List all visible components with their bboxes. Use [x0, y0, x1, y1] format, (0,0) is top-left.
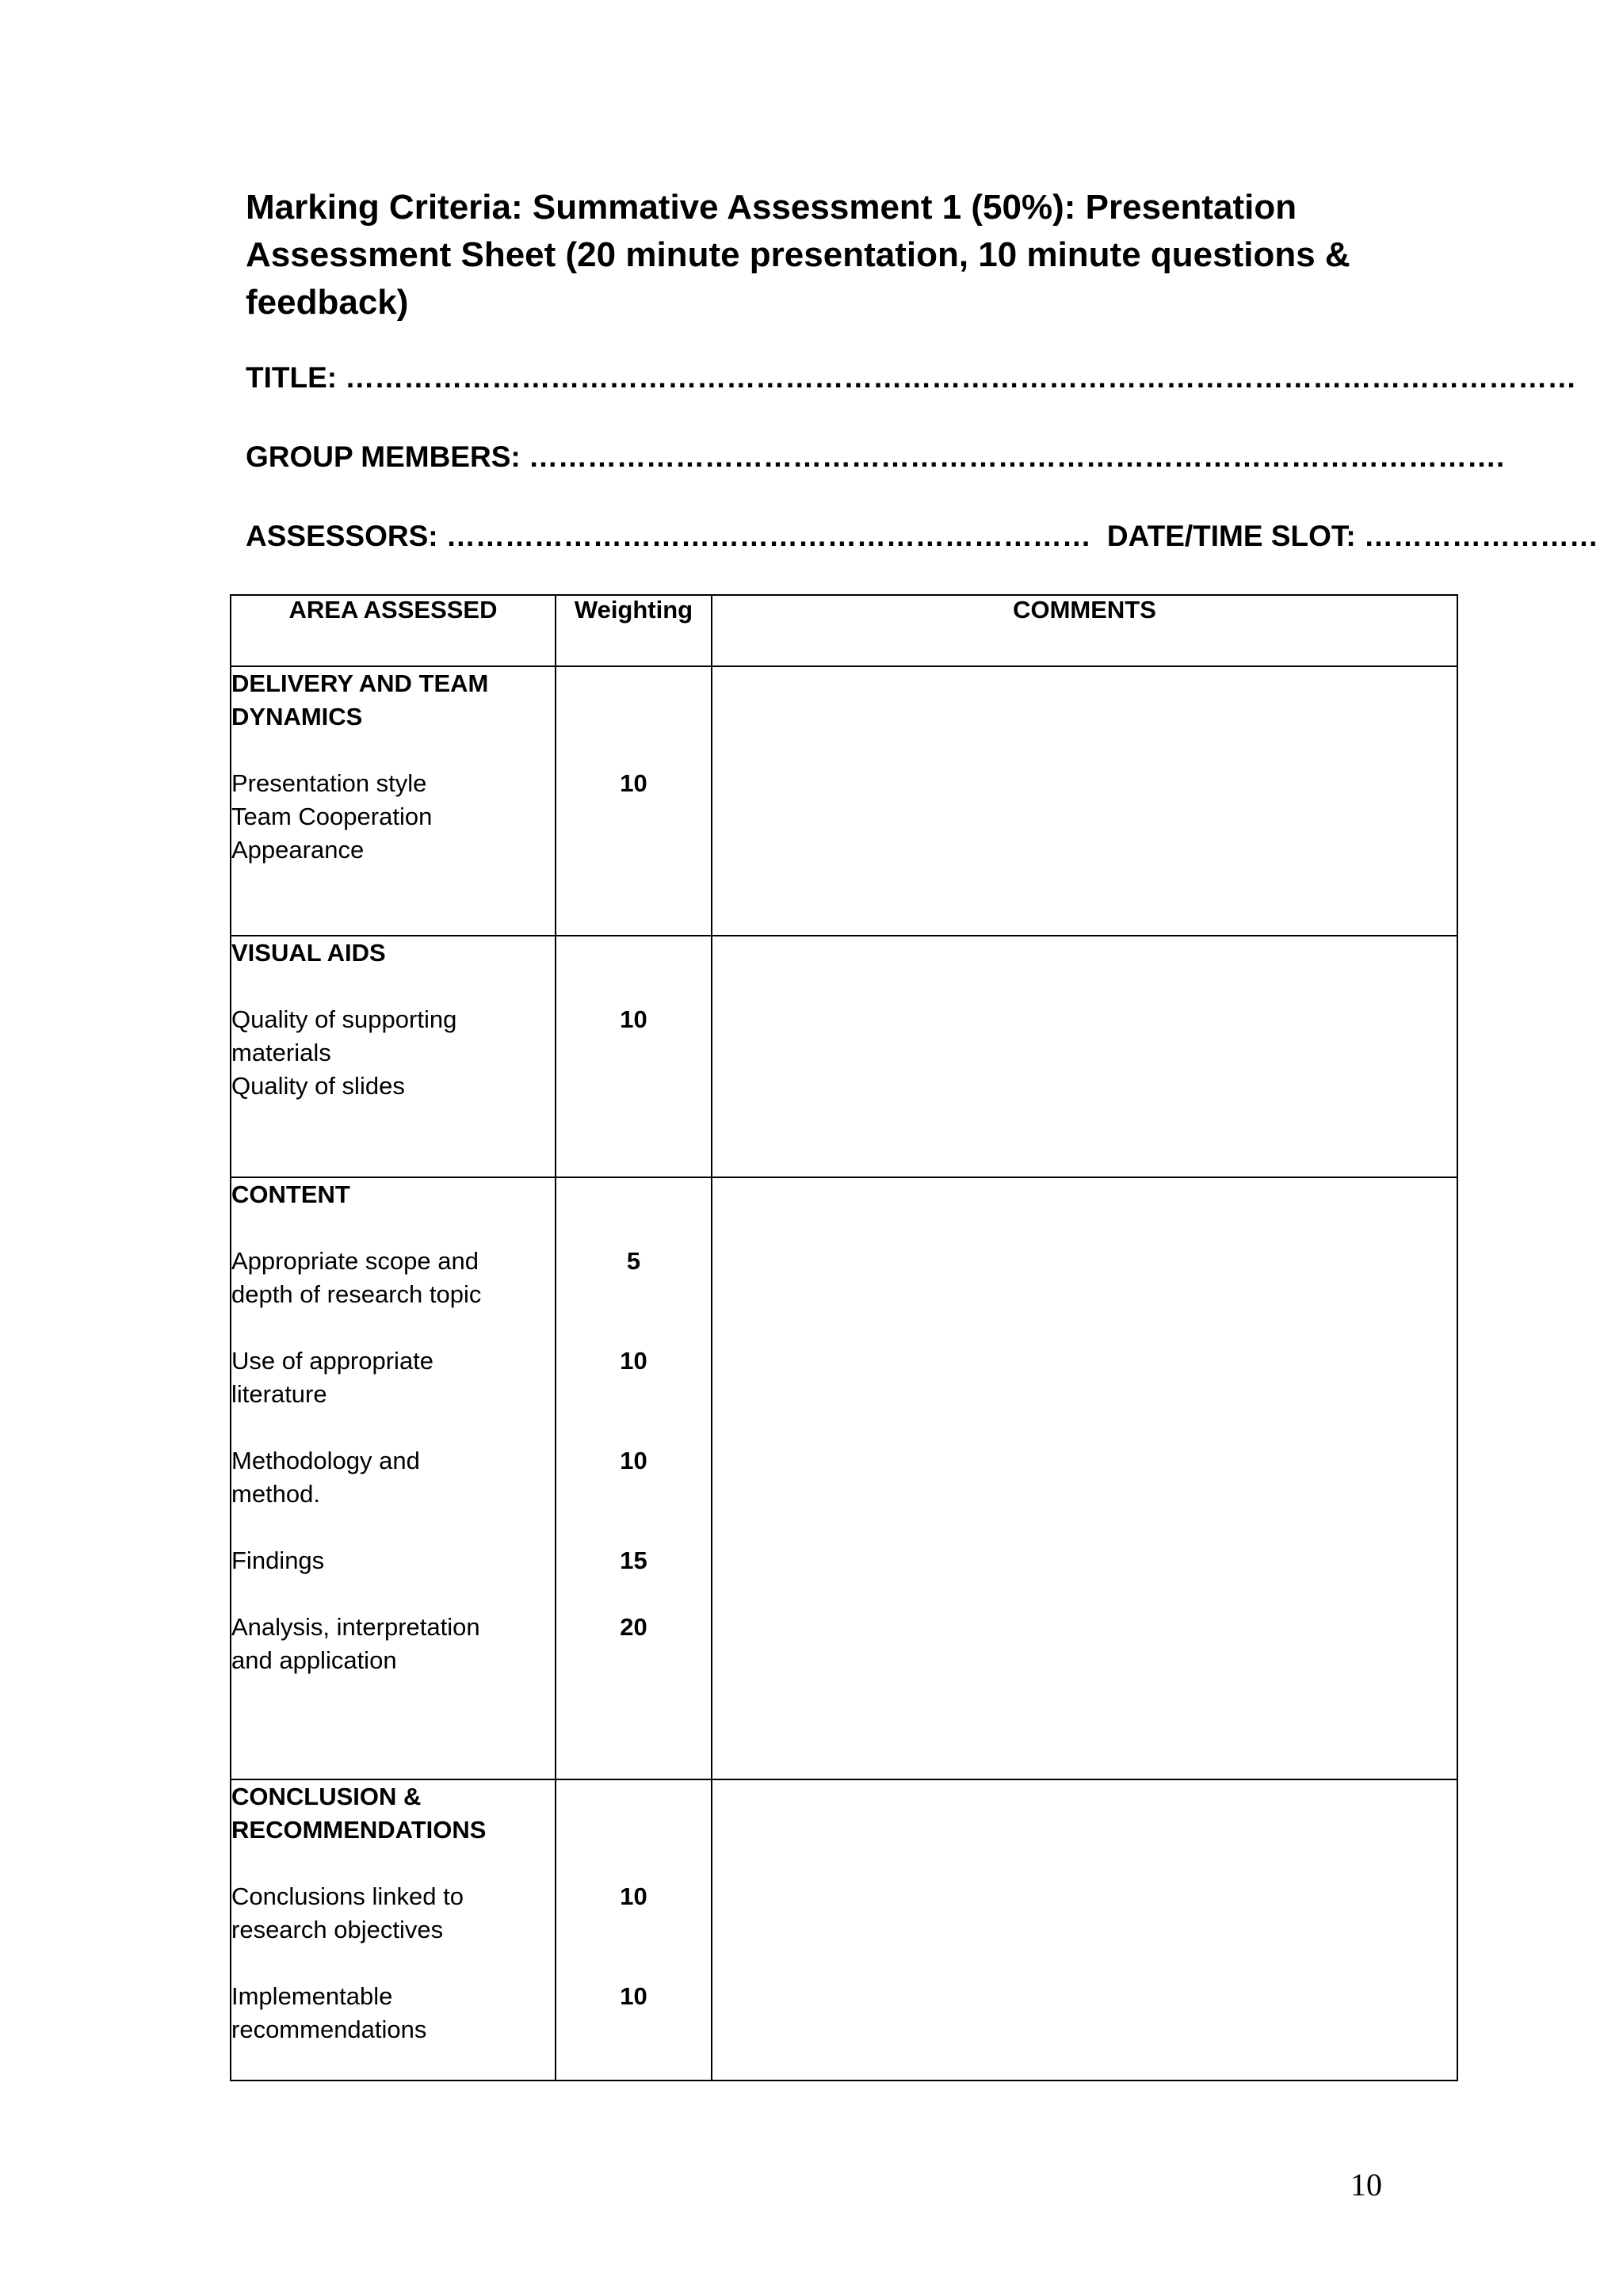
area-cell: [231, 1177, 556, 1779]
weighting-value: 10: [620, 1982, 647, 2010]
criterion-text: and application: [231, 1646, 397, 1674]
table-row-content: [231, 1177, 1457, 1779]
table-header-row: [231, 595, 1457, 666]
weighting-value: 10: [620, 1882, 647, 1910]
comments-cell-delivery[interactable]: [712, 666, 1457, 936]
weighting-value: 10: [620, 769, 647, 797]
header-area-assessed: AREA ASSESSED: [231, 595, 556, 666]
table-row-visual-aids: [231, 936, 1457, 1177]
section-title: CONTENT: [231, 1180, 350, 1208]
weighting-cell: [556, 1779, 712, 2081]
criterion-text: Presentation style: [231, 769, 427, 797]
date-time-slot-field[interactable]: DATE/TIME SLOT: ……………………: [1106, 520, 1598, 552]
section-title: DELIVERY AND TEAM: [231, 669, 489, 697]
comments-cell-conclusion[interactable]: [712, 1779, 1457, 2081]
section-title: DYNAMICS: [231, 703, 363, 730]
criterion-text: Use of appropriate: [231, 1347, 434, 1375]
weighting-value: 15: [620, 1547, 647, 1574]
comments-cell-visual-aids[interactable]: [712, 936, 1457, 1177]
criterion-text: Findings: [231, 1547, 325, 1574]
weighting-cell: [556, 936, 712, 1177]
area-cell: [231, 1779, 556, 2081]
criterion-text: Appearance: [231, 836, 365, 864]
criterion-text: Team Cooperation: [231, 803, 433, 830]
criterion-group: [231, 1344, 555, 1411]
criterion-text: method.: [231, 1480, 321, 1508]
criterion-text: Conclusions linked to: [231, 1882, 464, 1910]
criterion-text: Analysis, interpretation: [231, 1613, 480, 1641]
weighting-value: 10: [620, 1347, 647, 1375]
area-cell: [231, 936, 556, 1177]
weighting-cell: [556, 666, 712, 936]
page-number: 10: [1350, 2167, 1382, 2203]
criterion-group: [231, 1003, 555, 1103]
assessors-field-row: [246, 520, 1598, 553]
criterion-group: [231, 1611, 555, 1677]
section-title: RECOMMENDATIONS: [231, 1816, 487, 1844]
section-title: VISUAL AIDS: [231, 939, 386, 967]
criterion-group: [231, 1444, 555, 1511]
criterion-text: literature: [231, 1380, 327, 1408]
section-title: CONCLUSION &: [231, 1783, 422, 1810]
criterion-text: Quality of supporting: [231, 1005, 457, 1033]
criterion-text: Methodology and: [231, 1447, 420, 1474]
criterion-text: Implementable: [231, 1982, 393, 2010]
comments-cell-content[interactable]: [712, 1177, 1457, 1779]
header-comments: COMMENTS: [712, 595, 1457, 666]
criterion-group: [231, 1245, 555, 1311]
weighting-value: 10: [620, 1005, 647, 1033]
criterion-text: research objectives: [231, 1916, 444, 1943]
area-cell: [231, 666, 556, 936]
header-weighting: Weighting: [556, 595, 712, 666]
weighting-value: 10: [620, 1447, 647, 1474]
title-field[interactable]: TITLE: ………………………………………………………………………………………………………………: [246, 361, 1577, 394]
page-title: Marking Criteria: Summative Assessment 1 (50%): Presentation Assessment Sheet (20 minute presentation, 10 minute questions & feedback): [246, 188, 1350, 322]
criterion-text: recommendations: [231, 2016, 427, 2043]
criterion-group: [231, 767, 555, 867]
table-row-conclusion: [231, 1779, 1457, 2081]
marking-criteria-table: [230, 594, 1458, 2081]
criterion-group: [231, 1880, 555, 1947]
criterion-group: [231, 1980, 555, 2046]
weighting-value: 5: [626, 1247, 641, 1275]
criterion-text: Appropriate scope and: [231, 1247, 479, 1275]
criterion-text: depth of research topic: [231, 1280, 482, 1308]
weighting-value: 20: [620, 1613, 647, 1641]
criterion-group: [231, 1544, 555, 1577]
weighting-cell: [556, 1177, 712, 1779]
table-row-delivery: [231, 666, 1457, 936]
assessors-field[interactable]: ASSESSORS: …………………………………………………………: [246, 520, 1091, 552]
group-members-field[interactable]: GROUP MEMBERS: ……………………………………………………………………………………….: [246, 441, 1505, 473]
criterion-text: materials: [231, 1039, 331, 1066]
criterion-text: Quality of slides: [231, 1072, 405, 1100]
